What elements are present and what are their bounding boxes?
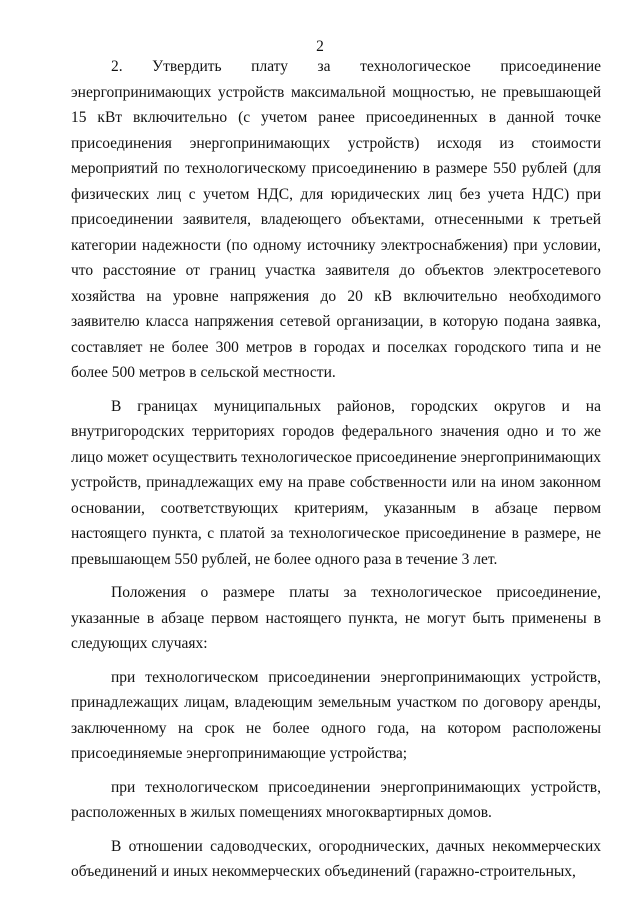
paragraph-exceptions-intro: Положения о размере платы за технологическое присоединение, указанные в абзаце первом настоящего пункта, не могут быть применены в следующих случаях: — [71, 584, 601, 652]
paragraph-exception-apartments: при технологическом присоединении энергопринимающих устройств, расположенных в жилых помещениях многоквартирных домов. — [71, 778, 601, 821]
paragraph-one-time-connection: В границах муниципальных районов, городских округов и на внутригородских территориях городов федерального значения одно и то же лицо может осуществить технологическое присоединение энергопринимающих устройств, принадлежащих ему на праве собственности или на ином законном основании, соответствующих критериям, указанным в абзаце первом настоящего пункта, с платой за технологическое присоединение в размере, не превышающем 550 рублей, не более одного раза в течение 3 лет. — [71, 397, 601, 568]
page-number: 2 — [316, 38, 324, 55]
paragraph-nonprofit-associations: В отношении садоводческих, огороднических, дачных некоммерческих объединений и иных некоммерческих объединений (гаражно-строительных, — [71, 837, 601, 880]
document-body — [71, 54, 601, 885]
paragraph-item-2: 2. Утвердить плату за технологическое присоединение энергопринимающих устройств максимальной мощностью, не превышающей 15 кВт включительно (с учетом ранее присоединенных в данной точке присоединения энергопринимающих устройств) исходя из стоимости мероприятий по технологическому присоединению в размере 550 рублей (для физических лиц с учетом НДС, для юридических лиц без учета НДС) при присоединении заявителя, владеющего объектами, отнесенными к третьей категории надежности (по одному источнику электроснабжения) при условии, что расстояние от границ участка заявителя до объектов электросетевого хозяйства на уровне напряжения до 20 кВ включительно необходимого заявителю класса напряжения сетевой организации, в которую подана заявка, составляет не более 300 метров в городах и поселках городского типа и не более 500 метров в сельской местности. — [71, 58, 601, 381]
paragraph-exception-lease: при технологическом присоединении энергопринимающих устройств, принадлежащих лицам, владеющим земельным участком по договору аренды, заключенному на срок не более одного года, на котором расположены присоединяемые энергопринимающие устройства; — [71, 668, 601, 762]
